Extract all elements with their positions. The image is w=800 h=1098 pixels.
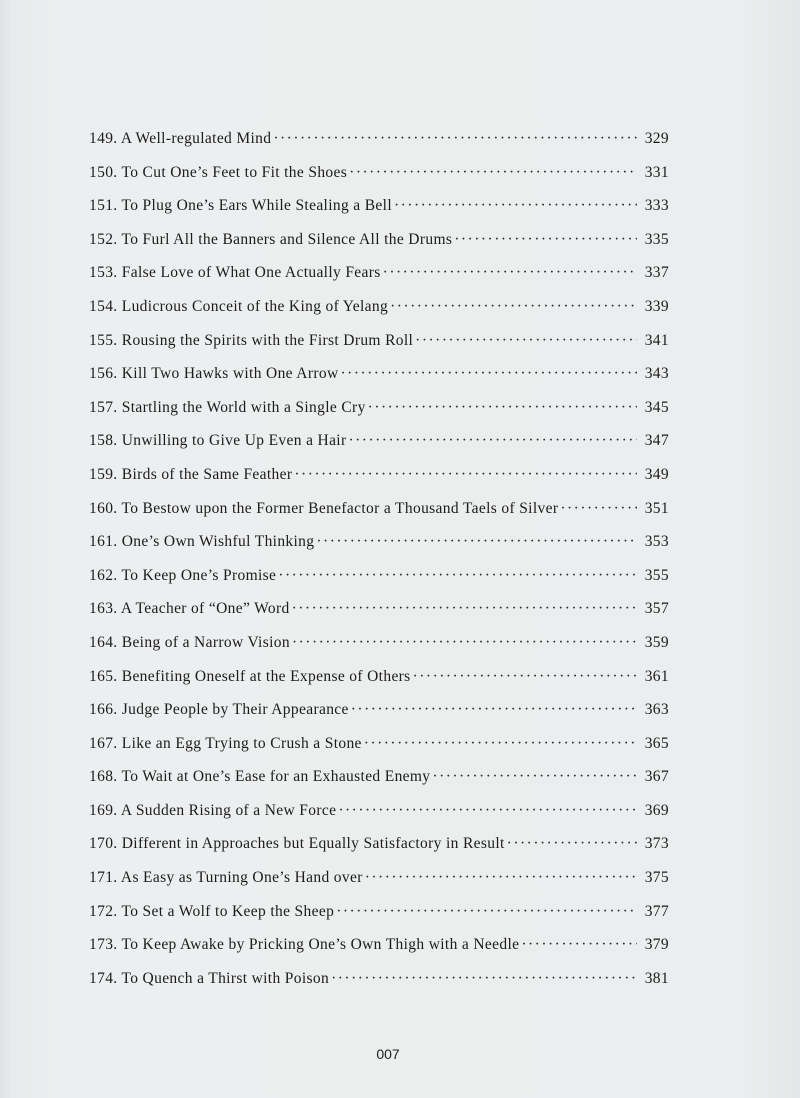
toc-entry [89, 399, 669, 433]
toc-entry-title: Kill Two Hawks with One Arrow [121, 365, 339, 383]
toc-entry [89, 298, 669, 332]
dot-leader [351, 701, 637, 719]
toc-entry-number: 149. [89, 130, 118, 147]
toc-entry-number: 164. [89, 633, 118, 651]
toc-entry-heading [89, 130, 271, 148]
toc-entry-heading [89, 668, 411, 686]
toc-entry-page-number: 359 [644, 633, 669, 651]
toc-entry-number: 172. [89, 902, 118, 920]
toc-entry-heading [89, 365, 339, 383]
toc-entry-page-number: 355 [644, 566, 669, 584]
toc-entry-page-number: 343 [644, 365, 669, 383]
toc-entry [89, 600, 669, 634]
toc-entry-number: 154. [89, 297, 118, 315]
dot-leader [348, 432, 637, 450]
dot-leader [336, 903, 637, 921]
toc-entry-number: 165. [89, 667, 118, 685]
toc-entry [89, 432, 669, 466]
toc-entry-heading [89, 634, 290, 652]
toc-entry-title: Rousing the Spirits with the First Drum Roll [121, 331, 414, 349]
dot-leader [349, 164, 637, 182]
toc-entry-page-number: 381 [644, 969, 669, 987]
toc-entry-number: 151. [89, 197, 118, 215]
toc-entry [89, 264, 669, 298]
toc-entry-title: Being of a Narrow Vision [121, 633, 290, 651]
toc-entry-number: 157. [89, 398, 118, 416]
toc-entry-title: As Easy as Turning One’s Hand over [120, 869, 363, 887]
toc-entry-number: 163. [89, 600, 118, 618]
toc-entry [89, 903, 669, 937]
toc-entry [89, 970, 669, 1004]
toc-entry-heading [89, 936, 519, 954]
toc-entry-heading [89, 735, 362, 753]
toc-entry-title: To Furl All the Banners and Silence All the Drums [121, 230, 453, 248]
dot-leader [521, 936, 637, 954]
toc-entry-heading [89, 298, 388, 316]
toc-entry-page-number: 375 [644, 869, 669, 887]
toc-entry-page-number: 333 [644, 197, 669, 215]
toc-entry-page-number: 353 [644, 533, 669, 551]
toc-entry-title: Unwilling to Give Up Even a Hair [121, 432, 347, 450]
dot-leader [390, 298, 637, 316]
toc-entry-number: 168. [89, 768, 118, 786]
toc-entry [89, 869, 669, 903]
toc-entry-page-number: 339 [644, 297, 669, 315]
toc-entry-page-number: 347 [644, 432, 669, 450]
toc-entry-number: 158. [89, 432, 118, 450]
toc-entry-title: To Plug One’s Ears While Stealing a Bell [121, 197, 392, 215]
toc-entry [89, 500, 669, 534]
toc-entry [89, 668, 669, 702]
toc-entry-title: Different in Approaches but Equally Satisfactory in Result [121, 835, 505, 853]
toc-entry-heading [89, 903, 334, 921]
toc-entry [89, 735, 669, 769]
toc-entry-title: Judge People by Their Appearance [121, 701, 349, 719]
toc-entry-title: Birds of the Same Feather [121, 465, 293, 483]
toc-entry-title: A Teacher of “One” Word [120, 600, 290, 618]
toc-entry-page-number: 367 [644, 768, 669, 786]
dot-leader [316, 533, 637, 551]
toc-entry-page-number: 331 [644, 163, 669, 181]
toc-entry [89, 567, 669, 601]
toc-entry-title: A Well-regulated Mind [120, 130, 272, 147]
dot-leader [415, 332, 637, 350]
toc-entry-number: 155. [89, 331, 118, 349]
toc-entry-number: 169. [89, 801, 118, 819]
toc-entry-heading [89, 500, 558, 518]
dot-leader [292, 600, 637, 618]
toc-entry-page-number: 361 [644, 667, 669, 685]
toc-entry-heading [89, 835, 505, 853]
toc-entry-heading [89, 567, 276, 585]
toc-entry-heading [89, 768, 430, 786]
toc-entry-page-number: 357 [644, 600, 669, 618]
toc-entry [89, 768, 669, 802]
dot-leader [365, 869, 637, 887]
toc-entry-page-number: 369 [644, 801, 669, 819]
toc-entry-title: To Set a Wolf to Keep the Sheep [121, 902, 335, 920]
toc-entry [89, 365, 669, 399]
toc-entry [89, 130, 669, 164]
toc-entry-page-number: 373 [644, 835, 669, 853]
toc-entry-title: A Sudden Rising of a New Force [120, 801, 337, 819]
dot-leader [294, 466, 637, 484]
toc-entry-page-number: 335 [644, 230, 669, 248]
toc-entry-title: Startling the World with a Single Cry [121, 398, 366, 416]
dot-leader [341, 365, 638, 383]
dot-leader [292, 634, 637, 652]
toc-entry [89, 466, 669, 500]
toc-entry-heading [89, 533, 314, 551]
dot-leader [364, 735, 637, 753]
toc-entry-page-number: 365 [644, 734, 669, 752]
toc-entry-heading [89, 701, 349, 719]
toc-entry-heading [89, 399, 366, 417]
toc-entry-page-number: 377 [644, 902, 669, 920]
toc-entry [89, 533, 669, 567]
dot-leader [454, 231, 637, 249]
toc-entry-number: 174. [89, 969, 118, 987]
toc-entry-heading [89, 164, 347, 182]
toc-entry-number: 160. [89, 499, 118, 517]
toc-entry-heading [89, 600, 290, 618]
toc-entry-number: 166. [89, 701, 118, 719]
toc-entry-title: To Keep One’s Promise [121, 566, 277, 584]
toc-entry [89, 164, 669, 198]
toc-entry-title: To Wait at One’s Ease for an Exhausted Enemy [121, 768, 431, 786]
toc-entry-title: Like an Egg Trying to Crush a Stone [121, 734, 362, 752]
dot-leader [368, 399, 637, 417]
toc-entry [89, 936, 669, 970]
toc-entry-heading [89, 332, 413, 350]
toc-entry-number: 161. [89, 533, 118, 551]
toc-entry-title: False Love of What One Actually Fears [121, 264, 381, 282]
dot-leader [507, 835, 637, 853]
toc-entry-heading [89, 970, 329, 988]
toc-entry-title: To Quench a Thirst with Poison [121, 969, 330, 987]
toc-entry-number: 170. [89, 835, 118, 853]
toc-entry-title: Benefiting Oneself at the Expense of Others [121, 667, 411, 685]
toc-entry-heading [89, 802, 336, 820]
toc-entry [89, 802, 669, 836]
toc-entry [89, 231, 669, 265]
toc-entry-page-number: 329 [644, 130, 669, 147]
page-number: 007 [376, 1046, 400, 1062]
toc-entry-page-number: 363 [644, 701, 669, 719]
dot-leader [560, 500, 637, 518]
toc-entry-page-number: 349 [644, 465, 669, 483]
toc-entry-number: 156. [89, 365, 118, 383]
toc-entry-number: 171. [89, 869, 118, 887]
toc-entry-heading [89, 197, 392, 215]
toc-entry-number: 150. [89, 163, 118, 181]
toc-entry-title: To Cut One’s Feet to Fit the Shoes [121, 163, 348, 181]
toc-entry-page-number: 351 [644, 499, 669, 517]
toc-entry [89, 197, 669, 231]
dot-leader [413, 668, 637, 686]
toc-entry-number: 162. [89, 566, 118, 584]
toc-entry-page-number: 341 [644, 331, 669, 349]
toc-entry-page-number: 379 [644, 936, 669, 954]
toc-entry-number: 152. [89, 230, 118, 248]
toc-entry-heading [89, 231, 452, 249]
dot-leader [338, 802, 637, 820]
dot-leader [432, 768, 637, 786]
toc-entry-title: Ludicrous Conceit of the King of Yelang [121, 297, 389, 315]
toc-entry-title: To Bestow upon the Former Benefactor a Thousand Taels of Silver [121, 499, 559, 517]
toc-entry-number: 167. [89, 734, 118, 752]
toc-entry-heading [89, 264, 381, 282]
toc-entry [89, 701, 669, 735]
toc-entry-number: 153. [89, 264, 118, 282]
toc-entry-number: 159. [89, 465, 118, 483]
dot-leader [394, 197, 637, 215]
table-of-contents [89, 130, 669, 1003]
toc-entry-number: 173. [89, 936, 118, 954]
toc-entry [89, 332, 669, 366]
toc-entry-page-number: 337 [644, 264, 669, 282]
toc-entry-heading [89, 869, 363, 887]
dot-leader [278, 567, 637, 585]
dot-leader [331, 970, 637, 988]
toc-entry-page-number: 345 [644, 398, 669, 416]
dot-leader [383, 264, 637, 282]
toc-entry-title: To Keep Awake by Pricking One’s Own Thigh with a Needle [121, 936, 520, 954]
toc-entry [89, 634, 669, 668]
toc-entry-heading [89, 466, 292, 484]
toc-entry-title: One’s Own Wishful Thinking [121, 533, 315, 551]
toc-entry-heading [89, 432, 346, 450]
toc-entry [89, 835, 669, 869]
dot-leader [273, 130, 637, 148]
